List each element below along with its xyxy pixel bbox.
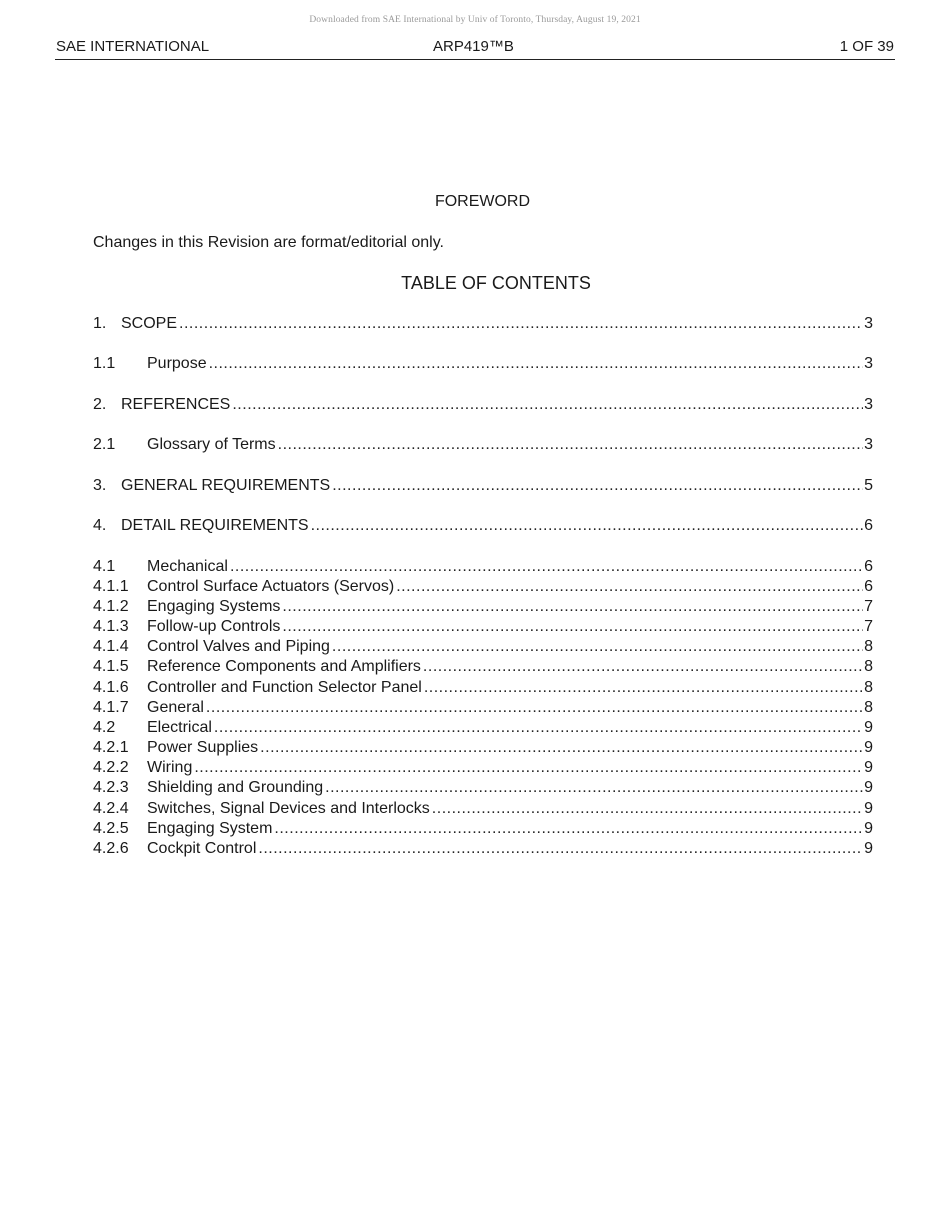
- toc-entry[interactable]: [93, 678, 873, 698]
- toc-entry-page: 5: [864, 477, 873, 494]
- toc-entry-page: 9: [864, 759, 873, 776]
- toc-entry-title: Cockpit Control: [147, 840, 257, 857]
- toc-entry-title: Wiring: [147, 759, 193, 776]
- toc-dot-leader: [325, 778, 863, 798]
- toc-entry-page: 6: [864, 578, 873, 595]
- toc-dot-leader: [311, 516, 864, 536]
- toc-entry-page: 8: [864, 699, 873, 716]
- toc-entry-number: 4.: [93, 517, 107, 534]
- toc-dot-leader: [179, 314, 863, 334]
- page-number: 1 OF 39: [839, 38, 894, 55]
- toc-dot-leader: [282, 597, 863, 617]
- toc-entry-number: 4.1.5: [93, 658, 129, 675]
- toc-entry[interactable]: [93, 314, 873, 334]
- toc-entry-page: 7: [864, 618, 873, 635]
- toc-entry-number: 1.1: [93, 355, 116, 372]
- toc-entry[interactable]: [93, 395, 873, 415]
- toc-entry-title: DETAIL REQUIREMENTS: [121, 517, 309, 534]
- toc-entry-number: 4.1: [93, 558, 116, 575]
- toc-entry-number: 4.1.3: [93, 618, 129, 635]
- toc-entry-page: 8: [864, 658, 873, 675]
- toc-dot-leader: [260, 738, 863, 758]
- toc-entry-page: 8: [864, 638, 873, 655]
- toc-entry-number: 4.1.7: [93, 699, 129, 716]
- toc-entry-title: Glossary of Terms: [147, 436, 276, 453]
- download-watermark: Downloaded from SAE International by Univ of Toronto, Thursday, August 19, 2021: [309, 15, 641, 25]
- toc-entry[interactable]: [93, 577, 873, 597]
- toc-entry-title: Controller and Function Selector Panel: [147, 679, 422, 696]
- toc-entry-page: 9: [864, 719, 873, 736]
- toc-entry-number: 4.1.1: [93, 578, 129, 595]
- toc-entry[interactable]: [93, 516, 873, 536]
- toc-entry[interactable]: [93, 718, 873, 738]
- toc-entry[interactable]: [93, 657, 873, 677]
- toc-dot-leader: [258, 839, 863, 859]
- page-header: [55, 38, 895, 60]
- toc-entry[interactable]: [93, 476, 873, 496]
- toc-dot-leader: [424, 678, 863, 698]
- toc-entry-page: 9: [864, 739, 873, 756]
- toc-entry-page: 9: [864, 820, 873, 837]
- toc-entry[interactable]: [93, 435, 873, 455]
- toc-entry-page: 8: [864, 679, 873, 696]
- toc-entry-title: Engaging Systems: [147, 598, 281, 615]
- toc-entry[interactable]: [93, 758, 873, 778]
- toc-dot-leader: [194, 758, 863, 778]
- toc-entry[interactable]: [93, 597, 873, 617]
- toc-entry[interactable]: [93, 799, 873, 819]
- toc-entry-title: General: [147, 699, 204, 716]
- toc-entry-title: Follow-up Controls: [147, 618, 281, 635]
- toc-entry-title: GENERAL REQUIREMENTS: [121, 477, 331, 494]
- toc-entry-title: Mechanical: [147, 558, 228, 575]
- toc-entry-page: 9: [864, 779, 873, 796]
- toc-entry-number: 4.2.6: [93, 840, 129, 857]
- toc-entry-number: 4.2: [93, 719, 116, 736]
- toc-dot-leader: [214, 718, 863, 738]
- foreword-text: Changes in this Revision are format/editorial only.: [93, 234, 444, 251]
- toc-entry[interactable]: [93, 557, 873, 577]
- toc-entry-number: 4.2.4: [93, 800, 129, 817]
- toc-dot-leader: [278, 435, 863, 455]
- toc-entry-page: 6: [864, 558, 873, 575]
- toc-title: TABLE OF CONTENTS: [401, 273, 591, 293]
- toc-entry[interactable]: [93, 617, 873, 637]
- toc-entry-title: Control Surface Actuators (Servos): [147, 578, 395, 595]
- toc-dot-leader: [232, 395, 863, 415]
- toc-dot-leader: [209, 354, 864, 374]
- toc-entry[interactable]: [93, 778, 873, 798]
- toc-dot-leader: [274, 819, 863, 839]
- toc-entry-number: 4.1.4: [93, 638, 129, 655]
- toc-dot-leader: [230, 557, 863, 577]
- toc-entry-page: 7: [864, 598, 873, 615]
- toc-entry-title: REFERENCES: [121, 396, 231, 413]
- toc-entry-title: Control Valves and Piping: [147, 638, 330, 655]
- toc-entry-number: 3.: [93, 477, 107, 494]
- toc-dot-leader: [423, 657, 863, 677]
- toc-entry-title: Switches, Signal Devices and Interlocks: [147, 800, 430, 817]
- toc-entry-page: 3: [864, 436, 873, 453]
- toc-entry-page: 9: [864, 840, 873, 857]
- document-number: ARP419™B: [433, 38, 514, 55]
- toc-entry-page: 6: [864, 517, 873, 534]
- toc-entry-title: Purpose: [147, 355, 207, 372]
- toc-entry-title: Electrical: [147, 719, 212, 736]
- toc-entry-number: 4.1.6: [93, 679, 129, 696]
- toc-entry-title: Power Supplies: [147, 739, 259, 756]
- foreword-heading: FOREWORD: [434, 193, 531, 210]
- toc-entry[interactable]: [93, 354, 873, 374]
- toc-entry[interactable]: [93, 819, 873, 839]
- toc-entry[interactable]: [93, 839, 873, 859]
- toc-dot-leader: [332, 476, 863, 496]
- toc-entry-number: 4.1.2: [93, 598, 129, 615]
- toc-dot-leader: [332, 637, 863, 657]
- toc-entry-page: 9: [864, 800, 873, 817]
- toc-entry-title: Shielding and Grounding: [147, 779, 324, 796]
- toc-entry-page: 3: [864, 355, 873, 372]
- toc-entry-number: 4.2.2: [93, 759, 129, 776]
- toc-entry-number: 2.1: [93, 436, 116, 453]
- publisher-name: SAE INTERNATIONAL: [56, 38, 210, 55]
- toc-entry-title: SCOPE: [121, 315, 178, 332]
- toc-entry[interactable]: [93, 637, 873, 657]
- toc-entry-page: 3: [864, 315, 873, 332]
- toc-entry-number: 4.2.1: [93, 739, 129, 756]
- toc-dot-leader: [396, 577, 863, 597]
- toc-entry-page: 3: [864, 396, 873, 413]
- toc-entry-title: Engaging System: [147, 820, 273, 837]
- toc-dot-leader: [282, 617, 863, 637]
- toc-entry[interactable]: [93, 738, 873, 758]
- toc-entry-title: Reference Components and Amplifiers: [147, 658, 421, 675]
- toc-dot-leader: [432, 799, 863, 819]
- toc-entry-number: 4.2.3: [93, 779, 129, 796]
- toc-entry[interactable]: [93, 698, 873, 718]
- toc-entry-number: 2.: [93, 396, 107, 413]
- toc-entry-number: 1.: [93, 315, 107, 332]
- toc-dot-leader: [206, 698, 863, 718]
- toc-entry-number: 4.2.5: [93, 820, 129, 837]
